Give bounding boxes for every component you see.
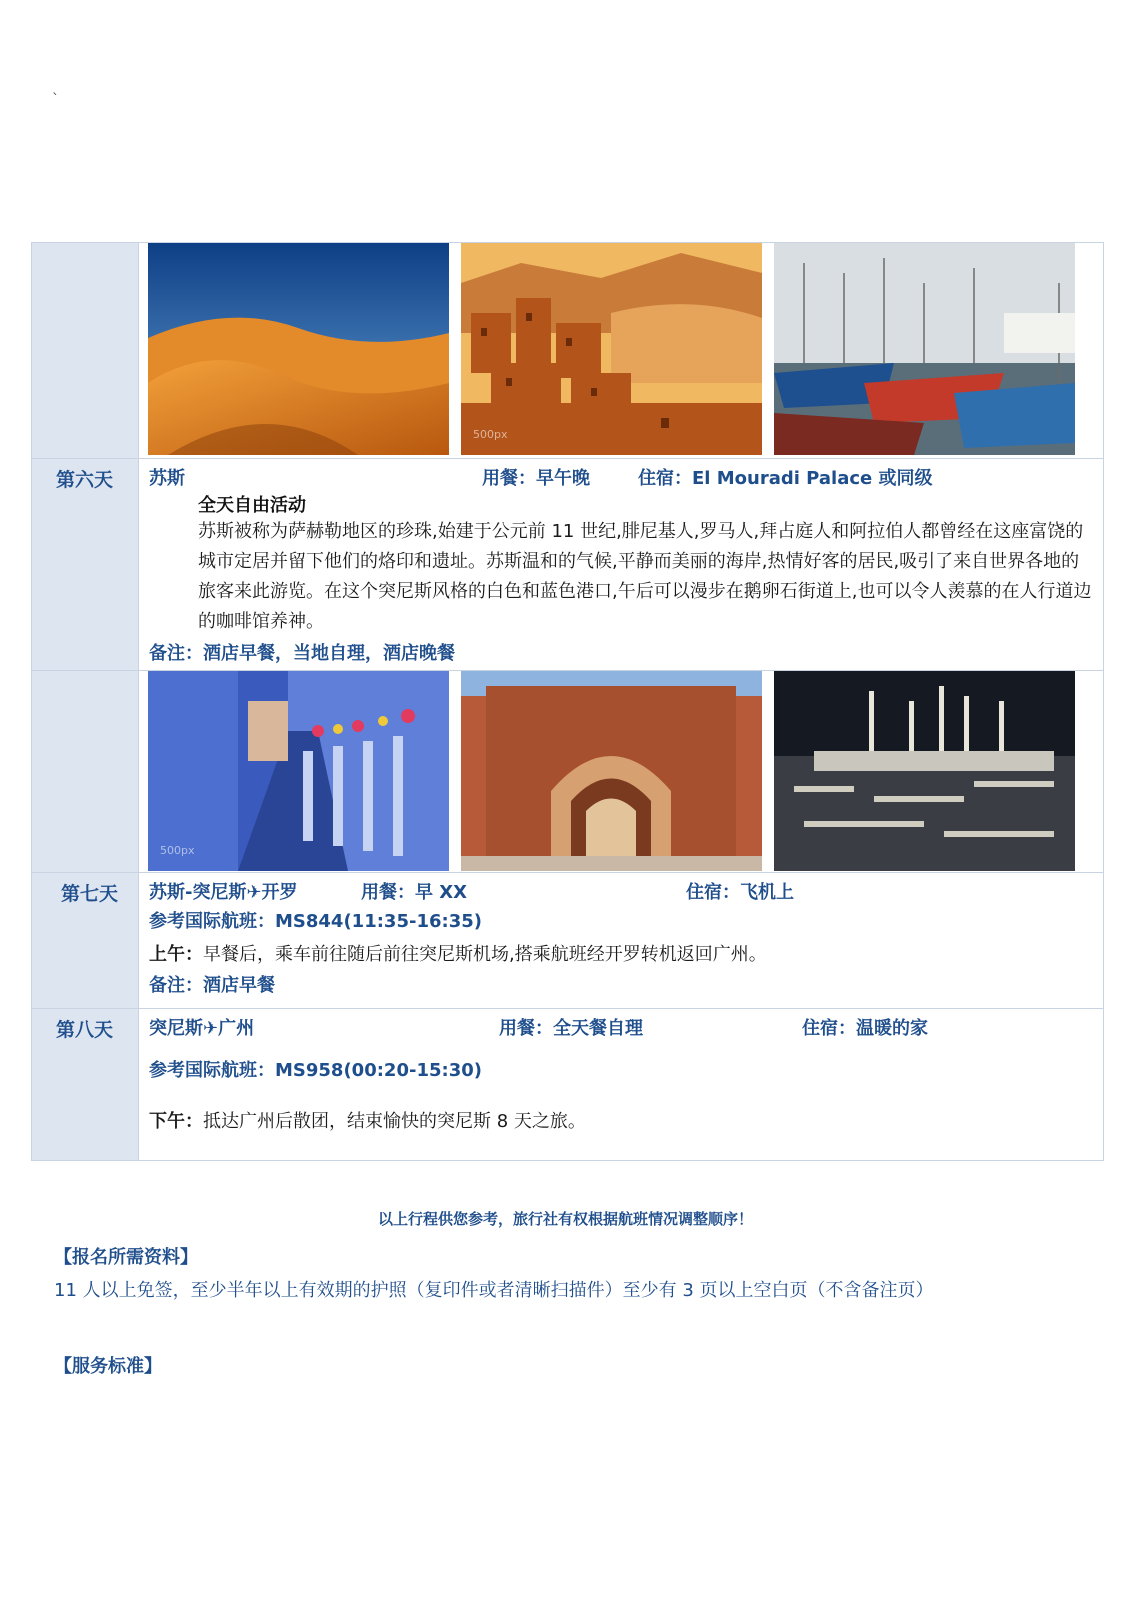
mosque-night-photo <box>774 671 1075 871</box>
day8-flight: 参考国际航班：MS958(00:20-15:30) <box>149 1060 482 1081</box>
day6-route: 苏斯 <box>149 468 185 489</box>
day7-am-text: 早餐后，乘车前往随后前往突尼斯机场,搭乘航班经开罗转机返回广州。 <box>203 944 767 965</box>
day6-label: 第六天 <box>56 469 114 491</box>
day7-meals: 用餐：早 XX <box>361 882 468 903</box>
day7-flight: 参考国际航班：MS844(11:35-16:35) <box>149 911 482 932</box>
day7-note: 备注：酒店早餐 <box>149 975 275 996</box>
service-section-title: 【服务标准】 <box>54 1356 162 1377</box>
day8-column <box>32 1009 139 1161</box>
day7-hotel: 住宿：飞机上 <box>686 882 794 903</box>
day6-hotel: 住宿：El Mouradi Palace 或同级 <box>638 468 933 489</box>
watermark-500px: 500px <box>473 428 508 441</box>
day6-meals: 用餐：早午晚 <box>482 468 590 489</box>
page-mark: ` <box>52 92 59 108</box>
day8-content <box>139 1009 1104 1161</box>
day8-pm-label: 下午： <box>149 1111 203 1132</box>
day7-content <box>139 873 1104 1009</box>
day6-description: 苏斯被称为萨赫勒地区的珍珠,始建于公元前 11 世纪,腓尼基人,罗马人,拜占庭人和阿拉伯人都曾经在这座富饶的城市定居并留下他们的烙印和遗址。苏斯温和的气候,平静而美丽的海岸,热情好客的居民,吸引了来自世界各地的旅客来此游览。在这个突尼斯风格的白色和蓝色港口,午后可以漫步在鹅卵石街道上,也可以令人羡慕的在人行道边的咖啡馆养神。 <box>198 521 1092 632</box>
day8-meals: 用餐：全天餐自理 <box>499 1018 643 1039</box>
day6-activity-title: 全天自由活动 <box>198 495 306 516</box>
day-column-blank-2 <box>32 671 139 873</box>
day7-label: 第七天 <box>61 883 119 905</box>
photo-row-middle <box>139 671 1104 873</box>
day6-note: 备注：酒店早餐，当地自理，酒店晚餐 <box>149 643 455 664</box>
day7-am-label: 上午： <box>149 944 203 965</box>
day8-route: 突尼斯✈广州 <box>149 1018 255 1039</box>
day7-column <box>32 873 139 1009</box>
photo-row-top <box>139 243 1104 459</box>
docs-section-title: 【报名所需资料】 <box>54 1247 198 1268</box>
watermark-500px-2: 500px <box>160 844 195 857</box>
desert-dunes-photo <box>148 243 449 455</box>
harbor-boats-photo <box>774 243 1075 455</box>
day-column-blank <box>32 243 139 459</box>
day7-route: 苏斯-突尼斯✈开罗 <box>149 882 298 903</box>
blue-alley-photo <box>148 671 449 871</box>
city-gate-photo <box>461 671 762 871</box>
day6-content <box>139 459 1104 671</box>
day8-hotel: 住宿：温暖的家 <box>802 1018 928 1039</box>
docs-section-text: 11 人以上免签，至少半年以上有效期的护照（复印件或者清晰扫描件）至少有 3 页以上空白页（不含备注页） <box>54 1280 934 1301</box>
day8-pm-text: 抵达广州后散团，结束愉快的突尼斯 8 天之旅。 <box>203 1111 586 1132</box>
kasbah-village-photo <box>461 243 762 455</box>
itinerary-table <box>31 242 1104 1161</box>
day8-label: 第八天 <box>56 1019 114 1041</box>
schedule-notice: 以上行程供您参考，旅行社有权根据航班情况调整顺序！ <box>377 1210 753 1228</box>
day6-column <box>32 459 139 671</box>
